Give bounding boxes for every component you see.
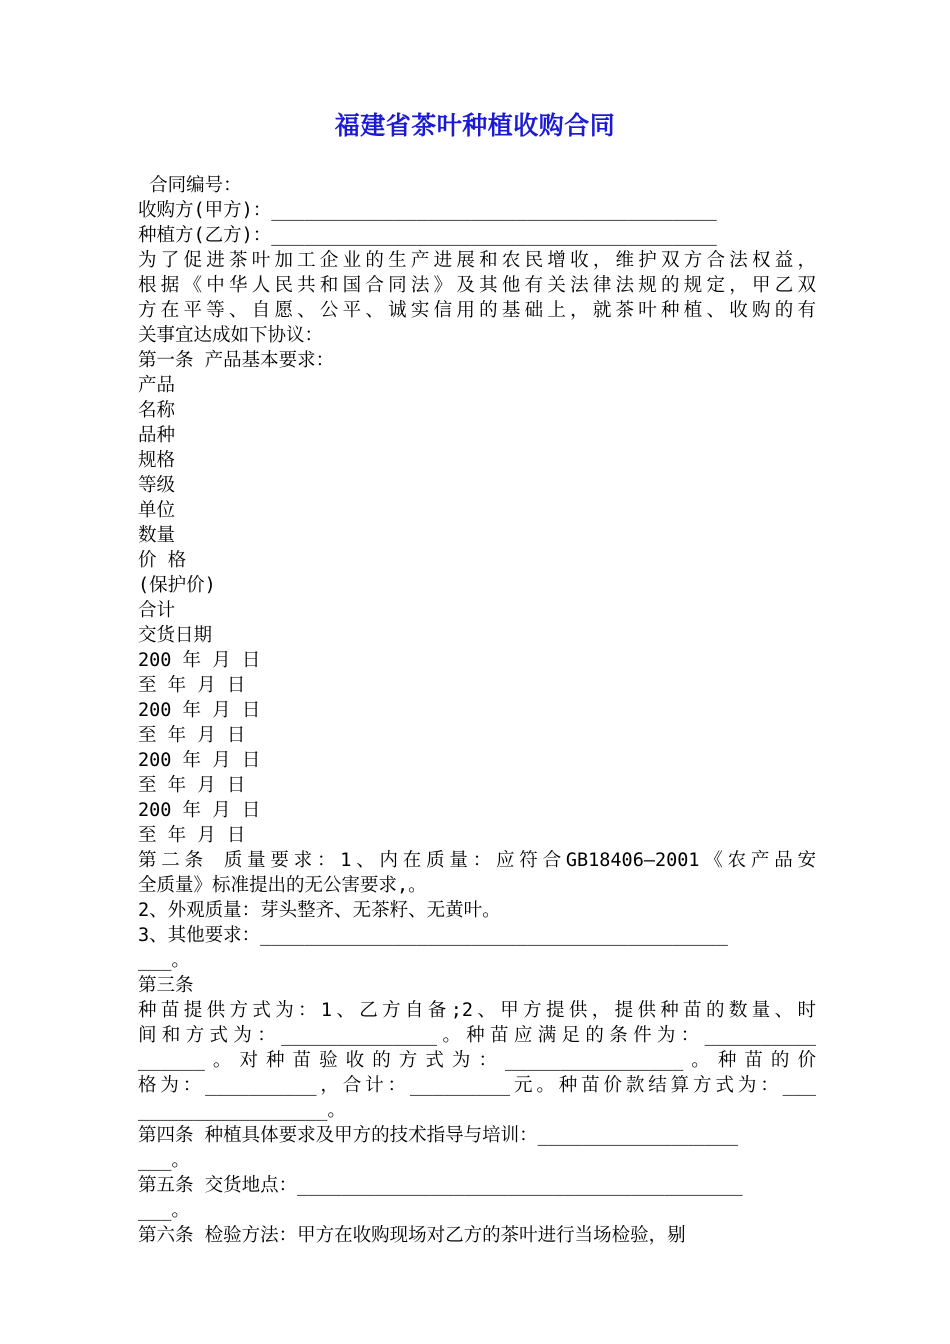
document-line: 200 年 月 日 xyxy=(138,800,261,821)
document-line: ___。 xyxy=(138,1150,190,1171)
document-line: 合计 xyxy=(138,600,176,621)
document-line: 第三条 xyxy=(138,975,194,996)
document-line: 关事宜达成如下协议： xyxy=(138,325,324,346)
document-line: 交货日期 xyxy=(138,625,213,646)
document-line: 格为：__________，合计：_________元。种苗价款结算方式为：___ xyxy=(138,1075,816,1096)
document-line: 第四条 种植具体要求及甲方的技术指导与培训：__________________ xyxy=(138,1125,739,1146)
document-line: 种苗提供方式为：1、乙方自备;2、甲方提供，提供种苗的数量、时 xyxy=(138,1000,816,1021)
document-line: 单位 xyxy=(138,500,176,521)
document-line: 品种 xyxy=(138,425,176,446)
document-line: 为了促进茶叶加工企业的生产进展和农民增收，维护双方合法权益， xyxy=(138,250,816,271)
document-line: 数量 xyxy=(138,525,176,546)
document-line: 至 年 月 日 xyxy=(138,725,246,746)
document-line: 第六条 检验方法：甲方在收购现场对乙方的茶叶进行当场检验，剔 xyxy=(138,1225,686,1246)
document-line: 等级 xyxy=(138,475,176,496)
document-line: (保护价) xyxy=(138,575,216,596)
document-line: 收购方(甲方)：________________________________________ xyxy=(138,200,717,221)
document-line: 3、其他要求：__________________________________________ xyxy=(138,925,728,946)
document-line: 第一条 产品基本要求： xyxy=(138,350,335,371)
document-line: 200 年 月 日 xyxy=(138,750,261,771)
document-line: 间和方式为：______________。种苗应满足的条件为：__________ xyxy=(138,1025,816,1046)
document-line: 至 年 月 日 xyxy=(138,675,246,696)
document-line: 产品 xyxy=(138,375,176,396)
document-line: 种植方(乙方)：________________________________________ xyxy=(138,225,717,246)
document-line: 合同编号： xyxy=(138,175,242,196)
document-line: _________________。 xyxy=(138,1100,346,1121)
document-line: 名称 xyxy=(138,400,176,421)
document-line: 第五条 交货地点：________________________________________ xyxy=(138,1175,743,1196)
document-line: 第二条 质量要求：1、内在质量：应符合GB18406—2001《农产品安 xyxy=(138,850,816,871)
document-line: 方在平等、自愿、公平、诚实信用的基础上，就茶叶种植、收购的有 xyxy=(138,300,816,321)
document-body xyxy=(138,173,816,1248)
document-line: 根据《中华人民共和国合同法》及其他有关法律法规的规定，甲乙双 xyxy=(138,275,816,296)
document-title: 福建省茶叶种植收购合同 xyxy=(334,111,616,140)
document-line: 至 年 月 日 xyxy=(138,775,246,796)
document-line: ______。对种苗验收的方式为：________________。种苗的价 xyxy=(138,1050,816,1071)
document-line: 2、外观质量：芽头整齐、无茶籽、无黄叶。 xyxy=(138,900,501,921)
document-line: 规格 xyxy=(138,450,176,471)
document-line: 200 年 月 日 xyxy=(138,700,261,721)
document-line: ___。 xyxy=(138,1200,190,1221)
document-line: 至 年 月 日 xyxy=(138,825,246,846)
document-line: 200 年 月 日 xyxy=(138,650,261,671)
document-line: 价 格 xyxy=(138,550,187,571)
document-line: ___。 xyxy=(138,950,190,971)
document-line: 全质量》标准提出的无公害要求,。 xyxy=(138,875,427,896)
